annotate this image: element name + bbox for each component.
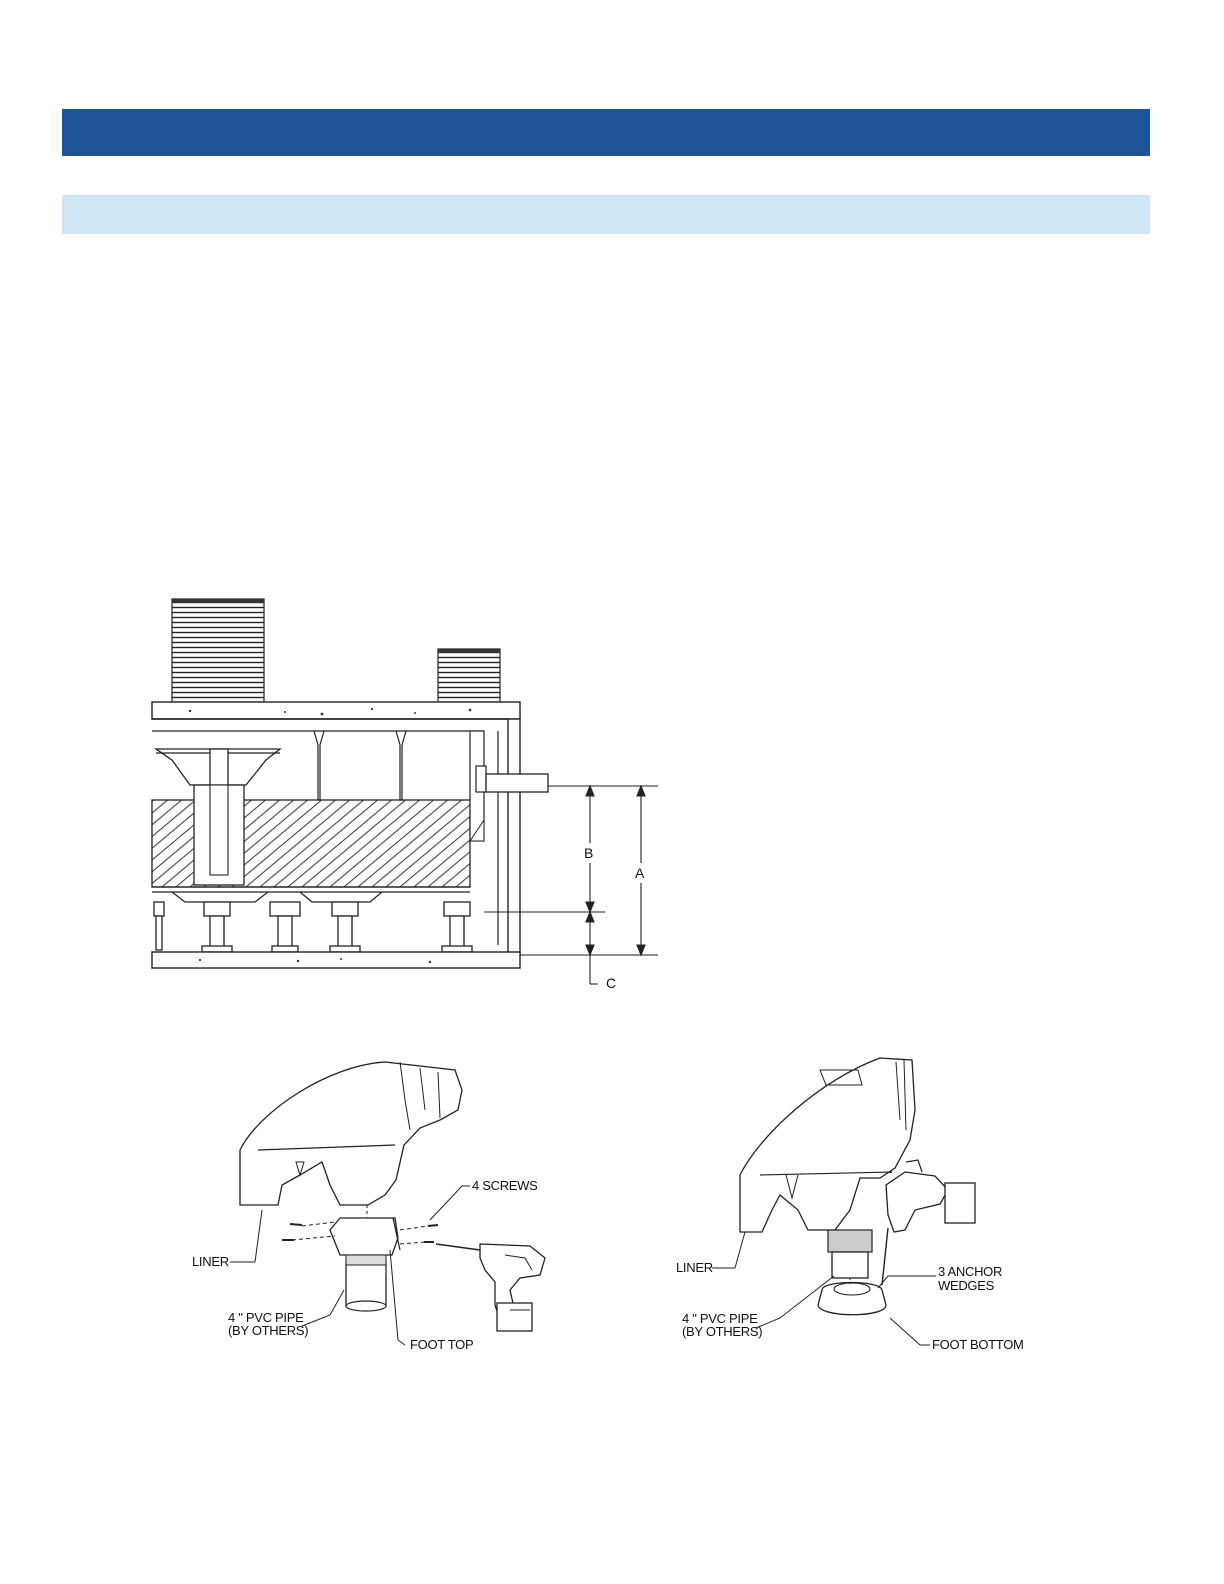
label-3-anchor: 3 ANCHOR	[938, 1264, 1003, 1279]
filter-media	[152, 785, 470, 887]
label-liner-2: LINER	[676, 1260, 713, 1275]
label-pvc-pipe-2: 4 " PVC PIPE	[682, 1311, 758, 1326]
concrete-base-slab	[152, 952, 520, 968]
support-legs	[154, 902, 472, 952]
label-foot-bottom: FOOT BOTTOM	[932, 1337, 1024, 1352]
concrete-right-wall	[498, 719, 520, 955]
base-frame	[152, 887, 470, 902]
foot-top-detail	[230, 1062, 545, 1345]
dimension-label-a: A	[635, 865, 645, 881]
label-pvc-pipe: 4 " PVC PIPE	[228, 1310, 304, 1325]
label-wedges: WEDGES	[938, 1278, 994, 1293]
dimension-label-c: C	[606, 975, 617, 991]
label-by-others: (BY OTHERS)	[228, 1323, 309, 1338]
label-by-others-2: (BY OTHERS)	[682, 1324, 763, 1339]
label-liner: LINER	[192, 1254, 229, 1269]
label-foot-top: FOOT TOP	[410, 1337, 474, 1352]
right-riser	[438, 649, 500, 702]
left-riser	[172, 599, 264, 702]
label-4-screws: 4 SCREWS	[472, 1178, 538, 1193]
foot-bottom-detail	[712, 1058, 975, 1345]
dimension-label-b: B	[584, 845, 594, 861]
concrete-lid	[152, 702, 520, 731]
